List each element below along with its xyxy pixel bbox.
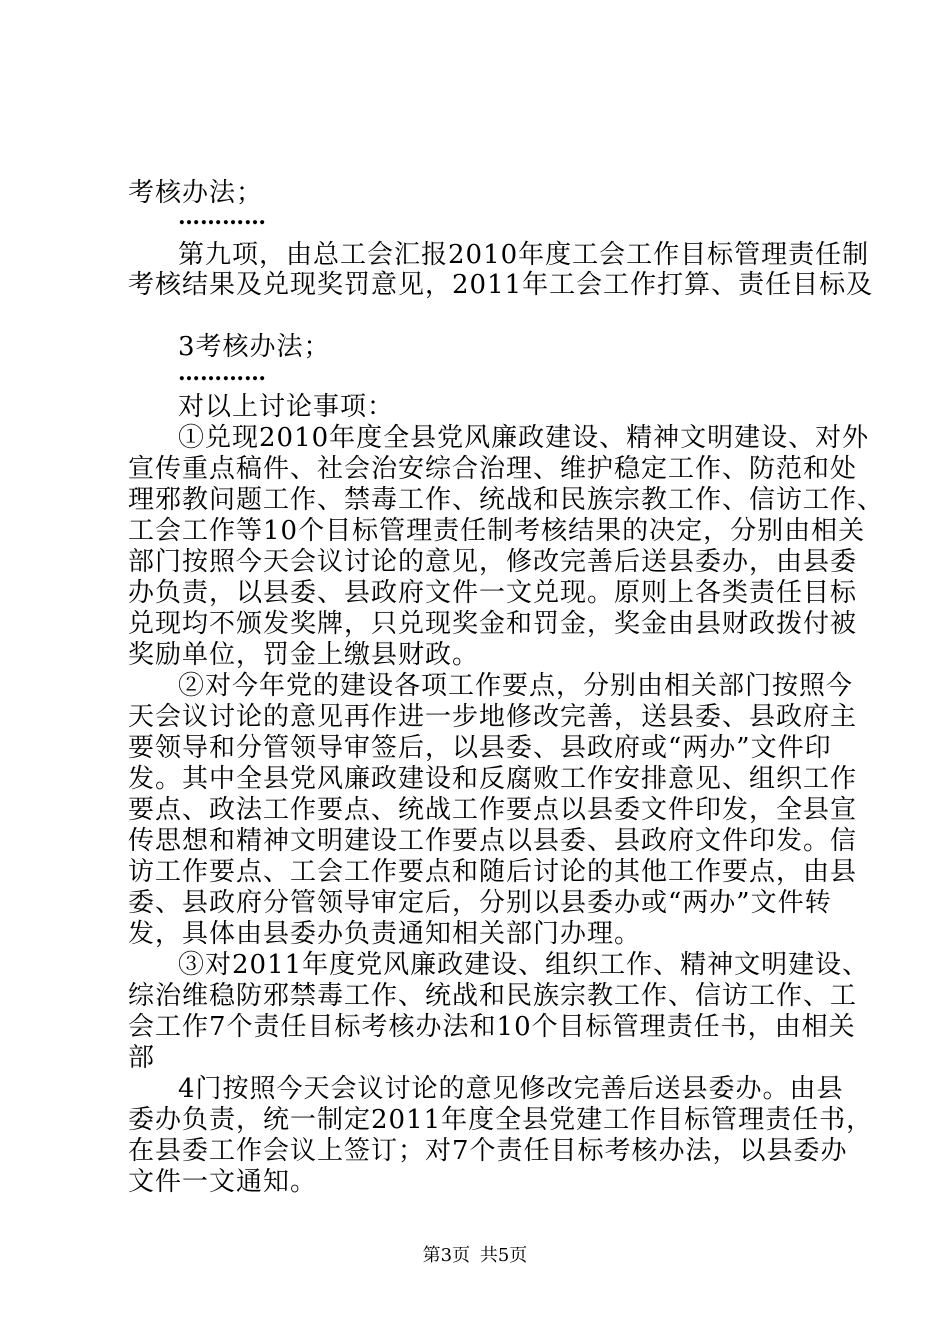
- text-line: ②对今年党的建设各项工作要点，分别由相关部门按照今: [178, 671, 854, 701]
- page-total: 共5页: [479, 1245, 528, 1266]
- text-line: 奖励单位，罚金上缴县财政。: [128, 640, 480, 670]
- text-line: 对以上讨论事项：: [178, 392, 395, 422]
- text-line: 4门按照今天会议讨论的意见修改完善后送县委办。由县: [178, 1074, 844, 1104]
- page-footer: [0, 1244, 950, 1268]
- text-line: 部: [128, 1043, 156, 1073]
- text-line: 考核办法；: [128, 178, 264, 208]
- text-line: 文件一文通知。: [128, 1167, 318, 1197]
- text-line: 部门按照今天会议讨论的意见，修改完善后送县委办，由县委: [128, 547, 858, 577]
- text-line: 委办负责，统一制定2011年度全县党建工作目标管理责任书，: [128, 1105, 874, 1135]
- text-line: 要点、政法工作要点、统战工作要点以县委文件印发，全县宣: [128, 795, 858, 825]
- text-line: 发。其中全县党风廉政建设和反腐败工作安排意见、组织工作: [128, 764, 858, 794]
- text-line: 办负责，以县委、县政府文件一文兑现。原则上各类责任目标: [128, 578, 858, 608]
- text-line: ①兑现2010年度全县党风廉政建设、精神文明建设、对外: [178, 423, 870, 453]
- text-line: 综治维稳防邪禁毒工作、统战和民族宗教工作、信访工作、工: [128, 981, 858, 1011]
- text-line: 天会议讨论的意见再作进一步地修改完善，送县委、县政府主: [128, 702, 858, 732]
- text-line: 第九项，由总工会汇报2010年度工会工作目标管理责任制: [178, 240, 870, 270]
- text-line: 访工作要点、工会工作要点和随后讨论的其他工作要点，由县: [128, 857, 858, 887]
- ellipsis-line: …………: [178, 360, 266, 386]
- text-line: 传思想和精神文明建设工作要点以县委、县政府文件印发。信: [128, 826, 858, 856]
- text-line: 理邪教问题工作、禁毒工作、统战和民族宗教工作、信访工作、: [128, 485, 885, 515]
- text-line: 要领导和分管领导审签后，以县委、县政府或“两办”文件印: [128, 733, 832, 763]
- text-line: 考核结果及兑现奖罚意见，2011年工会工作打算、责任目标及: [128, 270, 874, 300]
- text-line: ③对2011年度党风廉政建设、组织工作、精神文明建设、: [178, 950, 870, 980]
- text-line: 工会工作等10个目标管理责任制考核结果的决定，分别由相关: [128, 516, 866, 546]
- ellipsis-line: …………: [178, 204, 266, 230]
- text-line: 宣传重点稿件、社会治安综合治理、维护稳定工作、防范和处: [128, 454, 858, 484]
- page-number: 第3页: [422, 1245, 471, 1266]
- text-line: 3考核办法；: [178, 332, 331, 362]
- text-line: 会工作7个责任目标考核办法和10个目标管理责任书，由相关: [128, 1012, 856, 1042]
- text-line: 在县委工作会议上签订；对7个责任目标考核办法，以县委办: [128, 1136, 848, 1166]
- text-line: 兑现均不颁发奖牌，只兑现奖金和罚金，奖金由县财政拨付被: [128, 609, 858, 639]
- text-line: 委、县政府分管领导审定后，分别以县委办或“两办”文件转: [128, 888, 832, 918]
- text-line: 发，具体由县委办负责通知相关部门办理。: [128, 919, 642, 949]
